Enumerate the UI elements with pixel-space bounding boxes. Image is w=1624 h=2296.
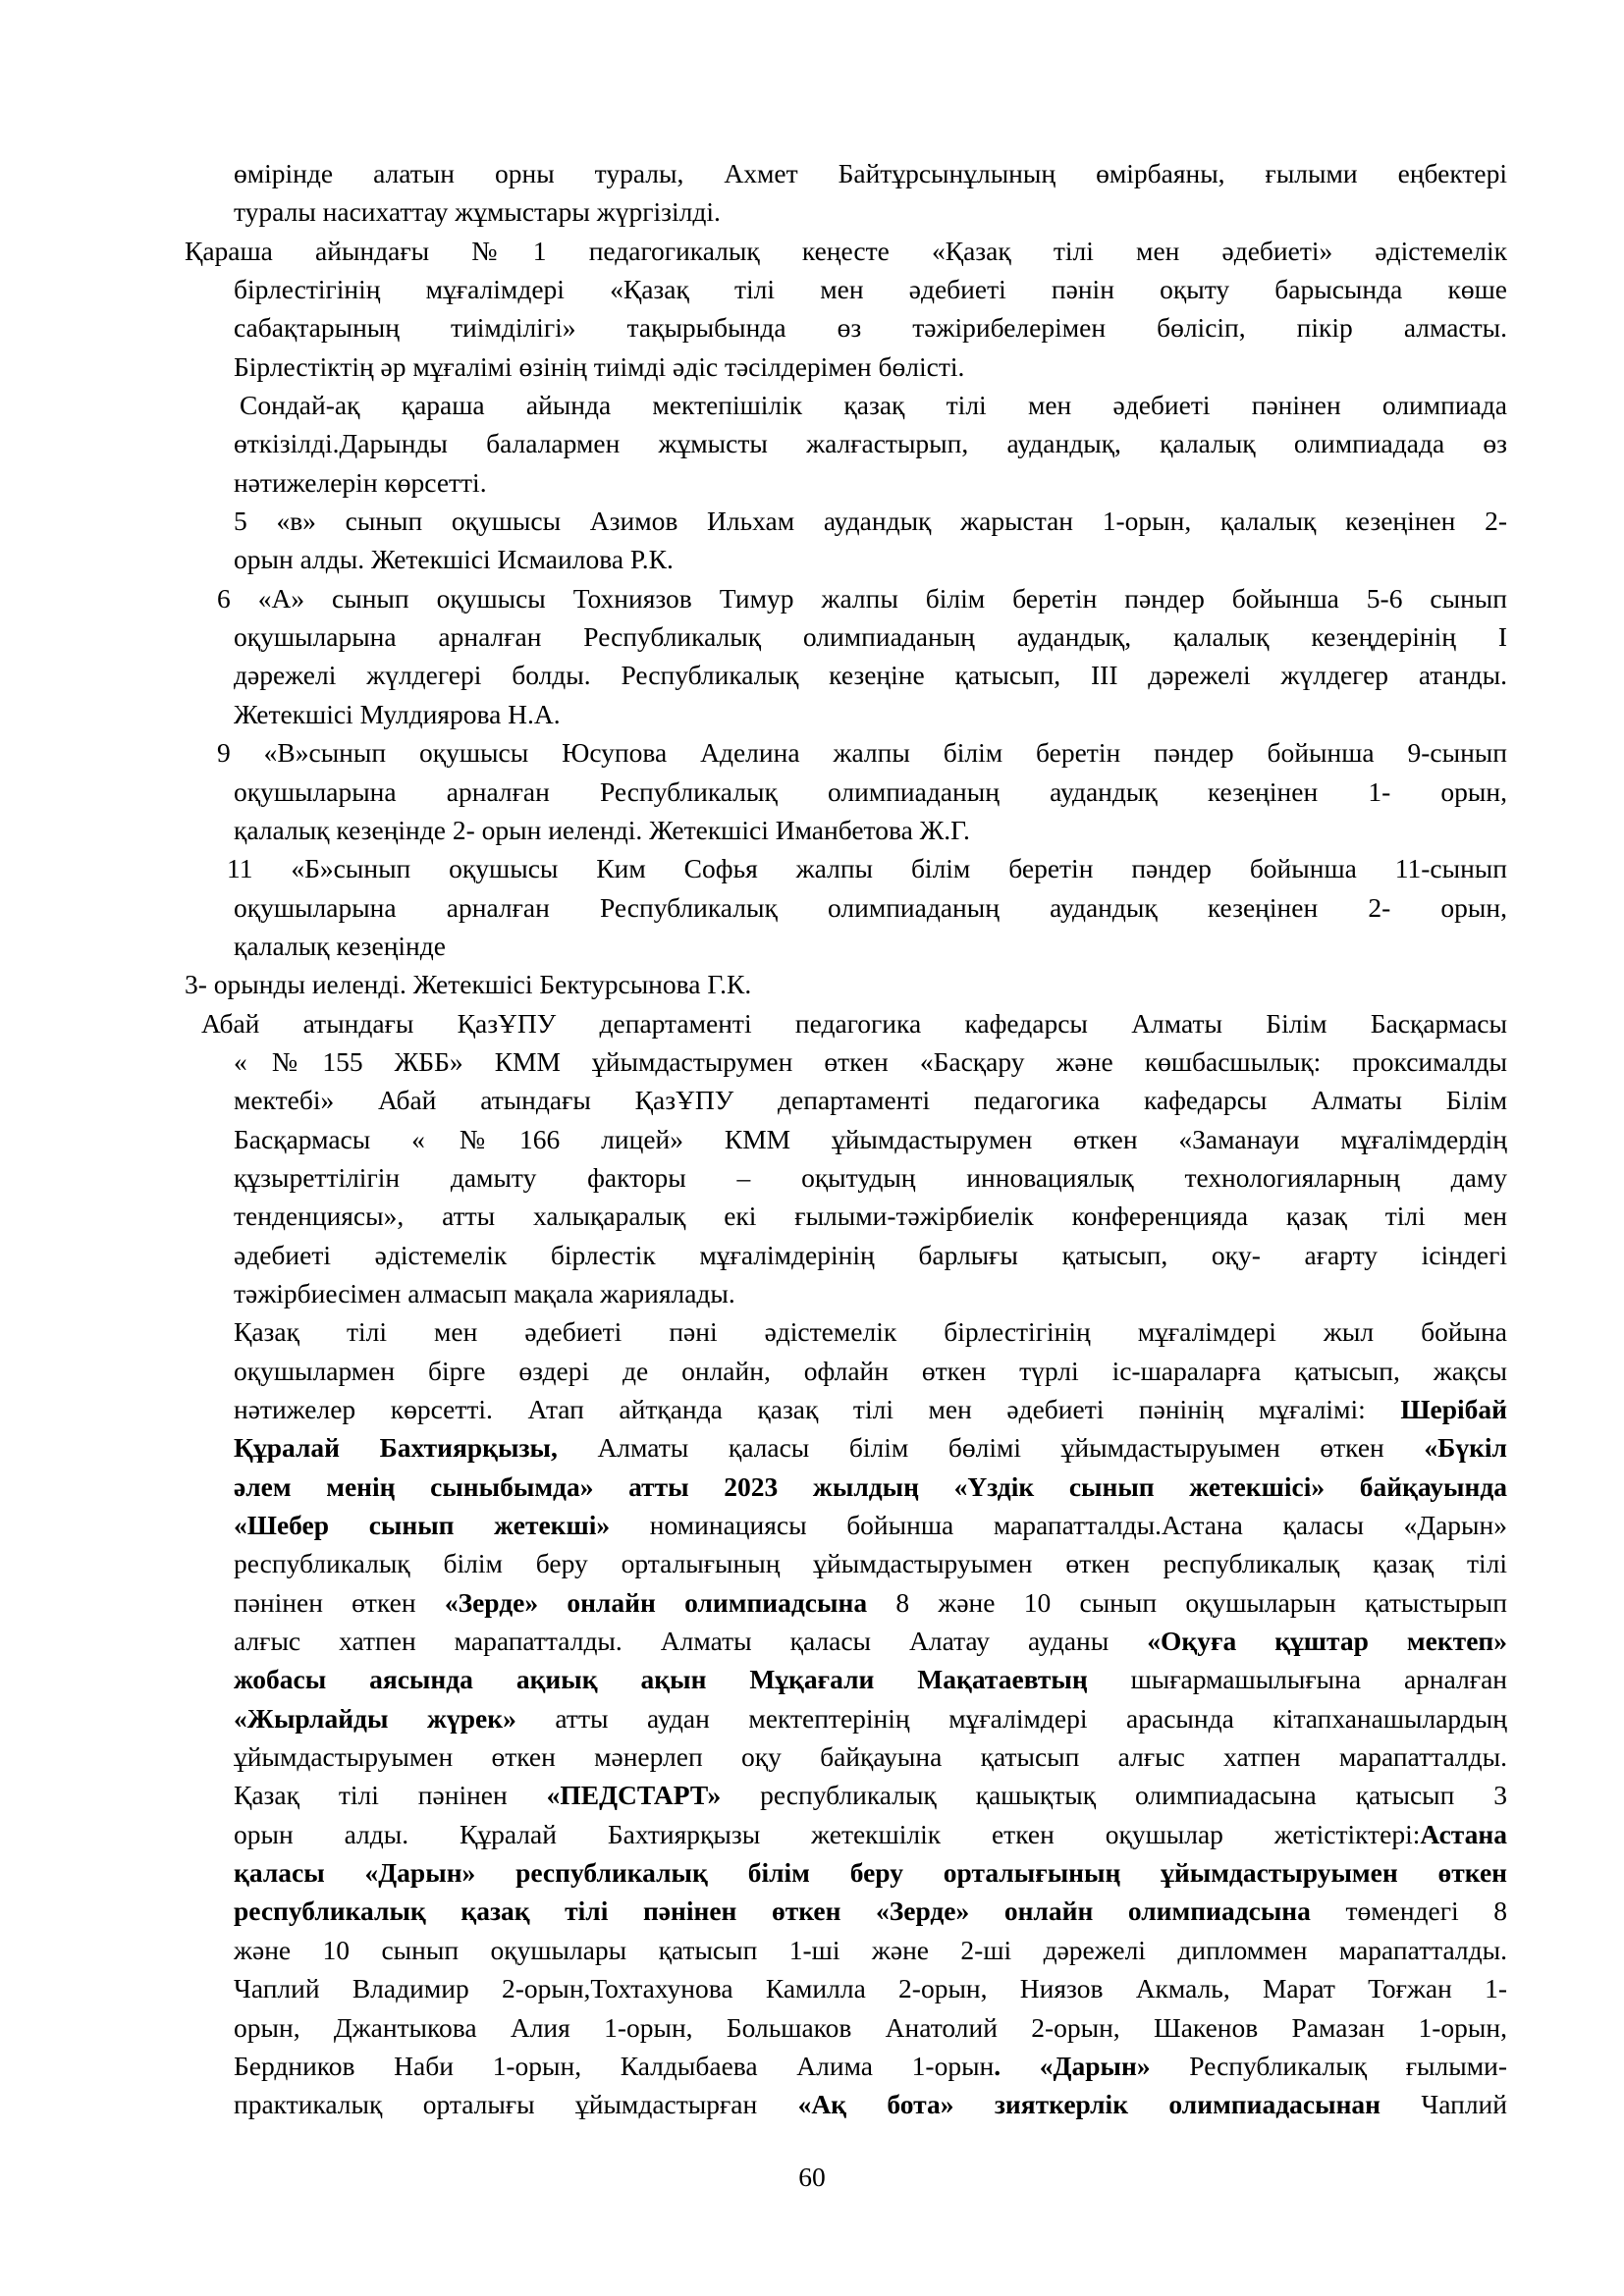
text-line xyxy=(234,424,1507,462)
bold-text-run: Астана xyxy=(1420,1818,1507,1849)
text-run: нәтижелер көрсетті. Атап айтқанда қазақ тілі мен әдебиеті пәнінің мұғалімі: xyxy=(234,1394,1401,1424)
text-run: 9 «В»сынып оқушысы Юсупова Аделина жалпы білім беретін пәндер бойынша 9-сынып xyxy=(217,737,1507,769)
bold-text-run: . «Дарын» xyxy=(994,2050,1151,2081)
bold-text-run: республикалық қазақ тілі пәнінен өткен «Зерде» онлайн олимпиадсына xyxy=(234,1896,1311,1927)
text-run: орын, Джантыкова Алия 1-орын, Большаков Анатолий 2-орын, Шакенов Рамазан 1-орын, xyxy=(234,2011,1507,2043)
text-line xyxy=(234,695,1507,733)
text-line xyxy=(234,502,1507,540)
text-line xyxy=(234,1853,1507,1892)
text-line xyxy=(201,1004,1507,1042)
text-run: туралы насихаттау жұмыстары жүргізілді. xyxy=(234,196,721,228)
text-run: номинациясы бойынша марапатталды.Астана қаласы «Дарын» xyxy=(610,1510,1507,1541)
text-line xyxy=(234,1583,1507,1622)
bold-text-run: «Жырлайды жүрек» xyxy=(234,1702,516,1734)
text-line xyxy=(240,386,1507,424)
text-line xyxy=(234,1312,1507,1351)
text-run: Алматы қаласы білім бөлімі ұйымдастыруымен өткен xyxy=(557,1432,1425,1464)
text-line xyxy=(234,540,1507,578)
text-line xyxy=(234,1506,1507,1544)
text-line xyxy=(234,2047,1507,2085)
text-run: бірлестігінің мұғалімдері «Қазақ тілі мен әдебиеті пәнін оқыту барысында көше xyxy=(234,274,1507,305)
text-run: оқушыларына арналған Республикалық олимпиаданың аудандық кезеңінен 1- орын, xyxy=(234,775,1507,807)
text-line xyxy=(234,1737,1507,1776)
text-line xyxy=(234,1931,1507,1969)
text-line xyxy=(217,579,1507,617)
text-run: 11 «Б»сынып оқушысы Ким Софья жалпы білім беретін пәндер бойынша 11-сынып xyxy=(227,853,1507,884)
text-run: Қазақ тілі мен әдебиеті пәні әдістемелік бірлестігінің мұғалімдері жыл бойына xyxy=(234,1316,1507,1348)
text-line xyxy=(234,656,1507,694)
text-line xyxy=(234,1120,1507,1158)
text-line xyxy=(217,733,1507,772)
text-line xyxy=(227,849,1507,887)
bold-text-run: әлем менің сыныбымда» атты 2023 жылдың «Үздік сынып жетекшісі» байқауында xyxy=(234,1470,1507,1502)
text-run: Қараша айындағы №1 педагогикалық кеңесте «Қазақ тілі мен әдебиеті» әдістемелік xyxy=(185,235,1507,266)
text-run: тәжірбиесімен алмасып мақала жариялады. xyxy=(234,1277,735,1308)
text-line xyxy=(234,2085,1507,2123)
text-line xyxy=(234,1699,1507,1737)
text-run: Чаплий Владимир 2-орын,Тохтахунова Камилла 2-орын, Ниязов Акмаль, Марат Тоғжан 1- xyxy=(234,1973,1507,2004)
text-line xyxy=(234,1158,1507,1197)
text-run: пәнінен өткен xyxy=(234,1586,445,1618)
text-run: әдебиеті әдістемелік бірлестік мұғалімдерінің барлығы қатысып, оқу- ағарту ісіндегі xyxy=(234,1239,1507,1270)
text-run: тенденциясы», атты халықаралық екі ғылыми-тәжірбиелік конференцияда қазақ тілі мен xyxy=(234,1201,1507,1232)
bold-text-run: «Оқуға құштар мектеп» xyxy=(1147,1626,1507,1657)
text-line xyxy=(234,1274,1507,1312)
text-run: құзыреттілігін дамыту факторы – оқытудың инновациялық технологияларның даму xyxy=(234,1161,1507,1193)
text-run: оқушыларына арналған Республикалық олимпиаданың аудандық, қалалық кезеңдерінің І xyxy=(234,621,1507,653)
bold-text-run: қаласы «Дарын» республикалық білім беру орталығының ұйымдастыруымен өткен xyxy=(234,1857,1507,1889)
text-line xyxy=(234,1236,1507,1274)
text-line xyxy=(234,1776,1507,1814)
text-line xyxy=(234,1428,1507,1467)
text-line xyxy=(234,1042,1507,1081)
text-line xyxy=(234,463,1507,502)
text-line xyxy=(185,965,1507,1003)
text-run: қалалық кезеңінде xyxy=(234,930,446,961)
text-run: орын алды. Құралай Бахтиярқызы жетекшілік еткен оқушылар жетістіктері: xyxy=(234,1818,1421,1849)
text-run: 5 «в» сынып оқушысы Азимов Ильхам аудандық жарыстан 1-орын, қалалық кезеңінен 2- xyxy=(234,506,1507,537)
text-line xyxy=(234,1969,1507,2007)
text-line xyxy=(234,1660,1507,1698)
text-run: Жетекшісі Мулдиярова Н.А. xyxy=(234,698,561,729)
text-line xyxy=(234,347,1507,386)
bold-text-run: «Шебер сынып жетекші» xyxy=(234,1510,611,1541)
text-run: Абай атындағы ҚазҰПУ департаменті педагогика кафедарсы Алматы Білім Басқармасы xyxy=(201,1007,1507,1039)
text-line xyxy=(234,2008,1507,2047)
text-run: шығармашылығына арналған xyxy=(1087,1664,1508,1695)
text-run: сабақтарының тиімділігі» тақырыбында өз тәжірибелерімен бөлісіп, пікір алмасты. xyxy=(234,312,1507,344)
text-run: Бердников Наби 1-орын, Калдыбаева Алима 1-орын xyxy=(234,2050,995,2081)
text-line xyxy=(234,617,1507,656)
text-run: төмендегі 8 xyxy=(1310,1896,1507,1927)
text-line xyxy=(234,1892,1507,1930)
bold-text-run: Шерібай xyxy=(1400,1394,1507,1424)
text-run: нәтижелерін көрсетті. xyxy=(234,466,487,498)
text-run: атты аудан мектептерінің мұғалімдері арасында кітапханашылардың xyxy=(515,1702,1508,1734)
text-run: өмірінде алатын орны туралы, Ахмет Байтұрсынұлының өмірбаяны, ғылыми еңбектері xyxy=(234,158,1507,188)
text-line xyxy=(234,154,1507,192)
text-line xyxy=(234,888,1507,927)
text-line xyxy=(234,1390,1507,1428)
text-run: 3- орынды иеленді. Жетекшісі Бектурсынова Г.К. xyxy=(185,969,752,1000)
text-line xyxy=(234,1468,1507,1506)
text-run: Сондай-ақ қараша айында мектепішілік қазақ тілі мен әдебиеті пәнінен олимпиада xyxy=(240,390,1507,421)
bold-text-run: «Ақ бота» зияткерлік олимпиадасынан xyxy=(797,2089,1381,2120)
text-run: Чаплий xyxy=(1380,2089,1507,2120)
text-line xyxy=(234,308,1507,347)
text-run: Бірлестіктің әр мұғалімі өзінің тиімді әдіс тәсілдерімен бөлісті. xyxy=(234,350,965,382)
page-body-text xyxy=(0,154,1624,2124)
text-line xyxy=(234,811,1507,849)
text-run: дәрежелі жүлдегері болды. Республикалық кезеңіне қатысып, ІІІ дәрежелі жүлдегер атанды. xyxy=(234,660,1507,691)
text-line xyxy=(234,1815,1507,1853)
text-run: Қазақ тілі пәнінен xyxy=(234,1780,547,1811)
text-run: республикалық қашықтық олимпиадасына қатысып 3 xyxy=(721,1780,1507,1811)
text-line xyxy=(234,1197,1507,1235)
text-run: Басқармасы «№166 лицей» КММ ұйымдастырумен өткен «Заманауи мұғалімдердің xyxy=(234,1123,1507,1154)
text-run: республикалық білім беру орталығының ұйымдастыруымен өткен республикалық қазақ тілі xyxy=(234,1548,1507,1579)
text-line xyxy=(234,1544,1507,1582)
bold-text-run: «ПЕДСТАРТ» xyxy=(546,1780,722,1811)
bold-text-run: «Зерде» онлайн олимпиадсына xyxy=(444,1586,868,1618)
text-line xyxy=(185,232,1507,270)
bold-text-run: жобасы аясында ақиық ақын Мұқағали Мақатаевтың xyxy=(234,1664,1088,1695)
page-number: 60 xyxy=(798,2161,826,2192)
text-run: ұйымдастыруымен өткен мәнерлеп оқу байқауына қатысып алғыс хатпен марапатталды. xyxy=(234,1741,1507,1773)
text-line xyxy=(234,1081,1507,1119)
text-line xyxy=(234,773,1507,811)
text-line xyxy=(234,1622,1507,1660)
text-run: «№155 ЖББ» КММ ұйымдастырумен өткен «Басқару және көшбасшылық: проксималды xyxy=(234,1045,1507,1077)
text-run: өткізілді.Дарынды балалармен жұмысты жалғастырып, аудандық, қалалық олимпиадада өз xyxy=(234,428,1507,459)
text-line xyxy=(234,1352,1507,1390)
text-run: және 10 сынып оқушылары қатысып 1-ші және 2-ші дәрежелі дипломмен марапатталды. xyxy=(234,1934,1507,1965)
text-run: оқушылармен бірге өздері де онлайн, офлайн өткен түрлі іс-шараларға қатысып, жақсы xyxy=(234,1355,1507,1386)
bold-text-run: «Бүкіл xyxy=(1424,1432,1507,1464)
text-line xyxy=(234,927,1507,965)
text-run: 8 және 10 сынып оқушыларын қатыстырып xyxy=(867,1586,1507,1618)
text-run: алғыс хатпен марапатталды. Алматы қаласы Алатау ауданы xyxy=(234,1626,1148,1657)
text-line xyxy=(234,270,1507,308)
text-run: практикалық орталығы ұйымдастырған xyxy=(234,2089,798,2120)
text-run: қалалық кезеңінде 2- орын иеленді. Жетекшісі Иманбетова Ж.Г. xyxy=(234,814,970,845)
bold-text-run: Құралай Бахтиярқызы, xyxy=(234,1432,558,1464)
text-run: оқушыларына арналған Республикалық олимпиаданың аудандық кезеңінен 2- орын, xyxy=(234,891,1507,923)
text-run: Республикалық ғылыми- xyxy=(1150,2050,1507,2081)
text-run: мектебі» Абай атындағы ҚазҰПУ департаменті педагогика кафедарсы Алматы Білім xyxy=(234,1085,1507,1116)
text-run: 6 «А» сынып оқушысы Тохниязов Тимур жалпы білім беретін пәндер бойынша 5-6 сынып xyxy=(217,582,1507,614)
text-line xyxy=(234,192,1507,231)
text-run: орын алды. Жетекшісі Исмаилова Р.К. xyxy=(234,544,674,575)
